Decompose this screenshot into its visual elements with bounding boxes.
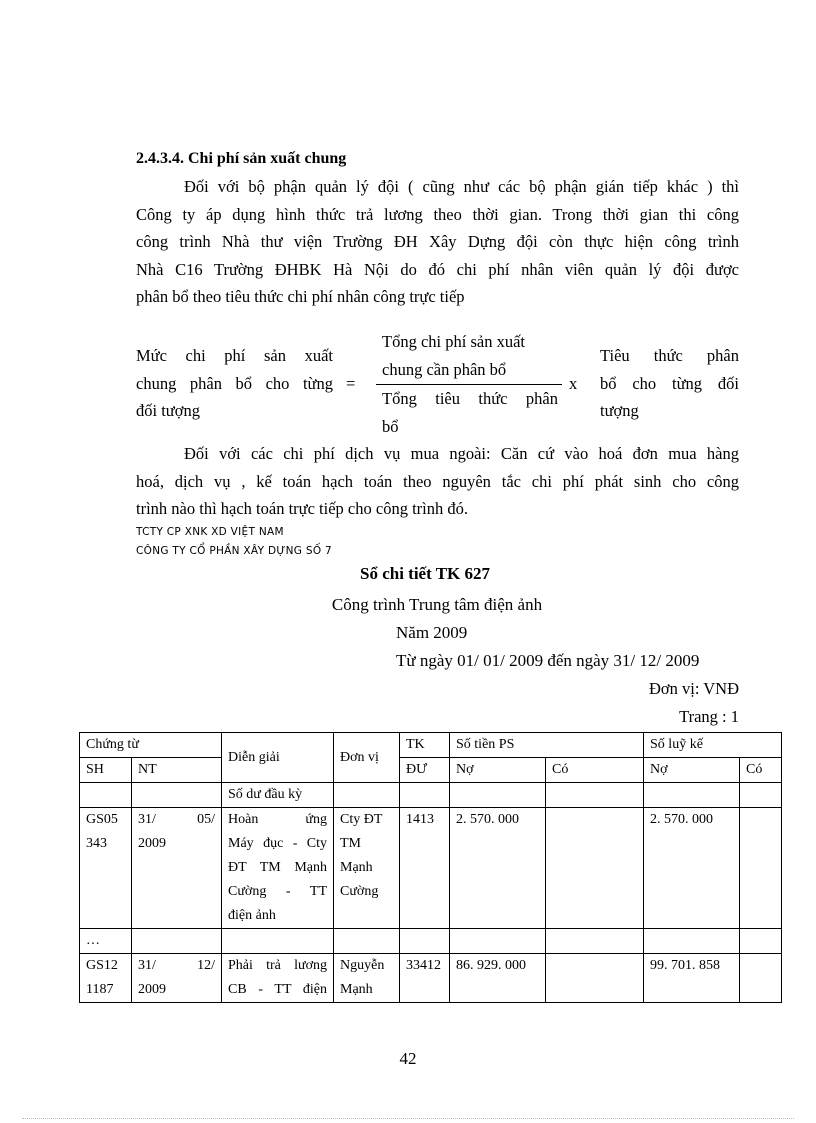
cell (80, 783, 132, 808)
cell-line: 31/ 05/ (138, 812, 215, 827)
paragraph-1-line: công trình Nhà thư viện Trường ĐH Xây Dựng đội còn thực hiện công trình (136, 232, 739, 252)
table-header-row (80, 733, 782, 758)
header-du: ĐƯ (400, 758, 450, 783)
formula-numerator-line: Tổng chi phí sản xuất (382, 332, 525, 351)
formula-times: x (569, 374, 578, 393)
cell-sh (80, 954, 132, 1003)
formula-equals: = (346, 374, 356, 393)
paragraph-2-line: trình nào thì hạch toán trực tiếp cho công trình đó. (136, 499, 468, 519)
paragraph-1-line: phân bổ theo tiêu thức chi phí nhân công trực tiếp (136, 287, 465, 307)
cell (222, 929, 334, 954)
formula-denominator-line: Tổng tiêu thức phân (382, 389, 558, 408)
cell-luy-ke-no: 2. 570. 000 (644, 808, 740, 929)
formula-right (600, 342, 739, 425)
paragraph-1 (136, 173, 739, 311)
header-chung-tu: Chứng từ (80, 733, 222, 758)
opening-balance-label: Số dư đầu kỳ (222, 783, 334, 808)
paragraph-2-line: hoá, dịch vụ , kế toán hạch toán theo nguyên tắc chi phí phát sinh cho công (136, 471, 739, 491)
cell-line: Cường (340, 884, 379, 899)
paragraph-2 (136, 440, 739, 523)
header-so-luy-ke: Số luỹ kế (644, 733, 782, 758)
cell (740, 783, 782, 808)
header-don-vi: Đơn vị (334, 733, 400, 783)
ledger-page: Trang : 1 (679, 707, 739, 726)
formula-right-line: tượng (600, 401, 639, 421)
cell-line: 2009 (138, 982, 166, 997)
cell-tk: 33412 (400, 954, 450, 1003)
cell-co (546, 808, 644, 929)
cell-line: GS12 (86, 958, 118, 973)
cell-line: Mạnh (340, 860, 373, 875)
cell-luy-ke-co (740, 808, 782, 929)
formula-denominator-line: bổ (382, 416, 399, 436)
table-row (80, 954, 782, 1003)
paragraph-1-line: Đối với bộ phận quản lý đội ( cũng như các bộ phận gián tiếp khác ) thì (184, 177, 739, 196)
cell-line: Cường - TT (228, 884, 327, 899)
ellipsis-cell: … (80, 929, 132, 954)
cell-line: 31/ 12/ (138, 958, 215, 973)
cell-don-vi (334, 954, 400, 1003)
cell (400, 929, 450, 954)
paragraph-1-line: Nhà C16 Trường ĐHBK Hà Nội do đó chi phí nhân viên quản lý đội được (136, 259, 739, 279)
formula-numerator (382, 328, 558, 383)
header-nt: NT (132, 758, 222, 783)
formula-numerator-line: chung cần phân bổ (382, 359, 507, 379)
cell-tk: 1413 (400, 808, 450, 929)
cell-line: 2009 (138, 836, 166, 851)
header-co: Có (546, 758, 644, 783)
cell-no: 86. 929. 000 (450, 954, 546, 1003)
cell (132, 783, 222, 808)
cell-line: 343 (86, 836, 107, 851)
cell-line: ĐT TM Mạnh (228, 860, 327, 875)
header-sh: SH (80, 758, 132, 783)
cell (740, 929, 782, 954)
cell (450, 783, 546, 808)
paragraph-2-line: Đối với các chi phí dịch vụ mua ngoài: Căn cứ vào hoá đơn mua hàng (184, 444, 739, 463)
cell-line: CB - TT điện (228, 982, 327, 997)
cell (546, 929, 644, 954)
ledger-project: Công trình Trung tâm điện ảnh (331, 595, 543, 614)
ledger-period: Từ ngày 01/ 01/ 2009 đến ngày 31/ 12/ 2009 (396, 651, 700, 670)
formula-right-line: bổ cho từng đối (600, 373, 739, 393)
cell (400, 783, 450, 808)
cell-luy-ke-co (740, 954, 782, 1003)
table-row-ellipsis (80, 929, 782, 954)
company-name: CÔNG TY CỔ PHẦN XÂY DỰNG SỐ 7 (136, 545, 333, 557)
cell-dien-giai (222, 808, 334, 929)
formula-left-line: đối tượng (136, 401, 200, 421)
cell (334, 783, 400, 808)
cell (334, 929, 400, 954)
page-edge-divider (22, 1118, 794, 1119)
ledger-year: Năm 2009 (396, 623, 468, 642)
header-so-tien-ps: Số tiền PS (450, 733, 644, 758)
cell (546, 783, 644, 808)
cell-line: GS05 (86, 812, 118, 827)
header-no: Nợ (450, 758, 546, 783)
cell-line: Mạnh (340, 982, 373, 997)
header-no-2: Nợ (644, 758, 740, 783)
cell-line: Nguyễn (340, 958, 385, 973)
page-number: 42 (399, 1049, 417, 1068)
cell (644, 783, 740, 808)
formula-left (136, 342, 333, 425)
cell-dien-giai (222, 954, 334, 1003)
paragraph-1-line: Công ty áp dụng hình thức trả lương theo thời gian. Trong thời gian thi công (136, 204, 739, 224)
cell-line: Hoàn ứng (228, 812, 327, 827)
formula-denominator (382, 385, 558, 440)
cell-line: TM (340, 836, 361, 851)
formula-left-line: Mức chi phí sản xuất (136, 346, 333, 365)
ledger-table (79, 732, 782, 1003)
cell-line: Phải trả lương (228, 958, 327, 973)
table-subheader-row (80, 758, 782, 783)
cell-line: điện ảnh (228, 908, 276, 923)
cell (132, 929, 222, 954)
cell-line: Máy đục - Cty (228, 836, 327, 851)
cell (450, 929, 546, 954)
cell-sh (80, 808, 132, 929)
formula-right-line: Tiêu thức phân (600, 346, 739, 365)
section-heading: 2.4.3.4. Chi phí sản xuất chung (136, 150, 347, 167)
formula-left-line: chung phân bổ cho từng (136, 373, 333, 393)
table-row-opening (80, 783, 782, 808)
header-co-2: Có (740, 758, 782, 783)
cell-co (546, 954, 644, 1003)
cell-don-vi (334, 808, 400, 929)
cell-nt (132, 954, 222, 1003)
ledger-title: Sổ chi tiết TK 627 (359, 564, 491, 583)
cell (644, 929, 740, 954)
header-tk: TK (400, 733, 450, 758)
cell-nt (132, 808, 222, 929)
table-row (80, 808, 782, 929)
cell-luy-ke-no: 99. 701. 858 (644, 954, 740, 1003)
ledger-unit: Đơn vị: VNĐ (648, 679, 739, 698)
header-dien-giai: Diễn giải (222, 733, 334, 783)
company-parent: TCTY CP XNK XD VIỆT NAM (136, 526, 284, 538)
cell-no: 2. 570. 000 (450, 808, 546, 929)
cell-line: 1187 (86, 982, 114, 997)
cell-line: Cty ĐT (340, 812, 383, 827)
